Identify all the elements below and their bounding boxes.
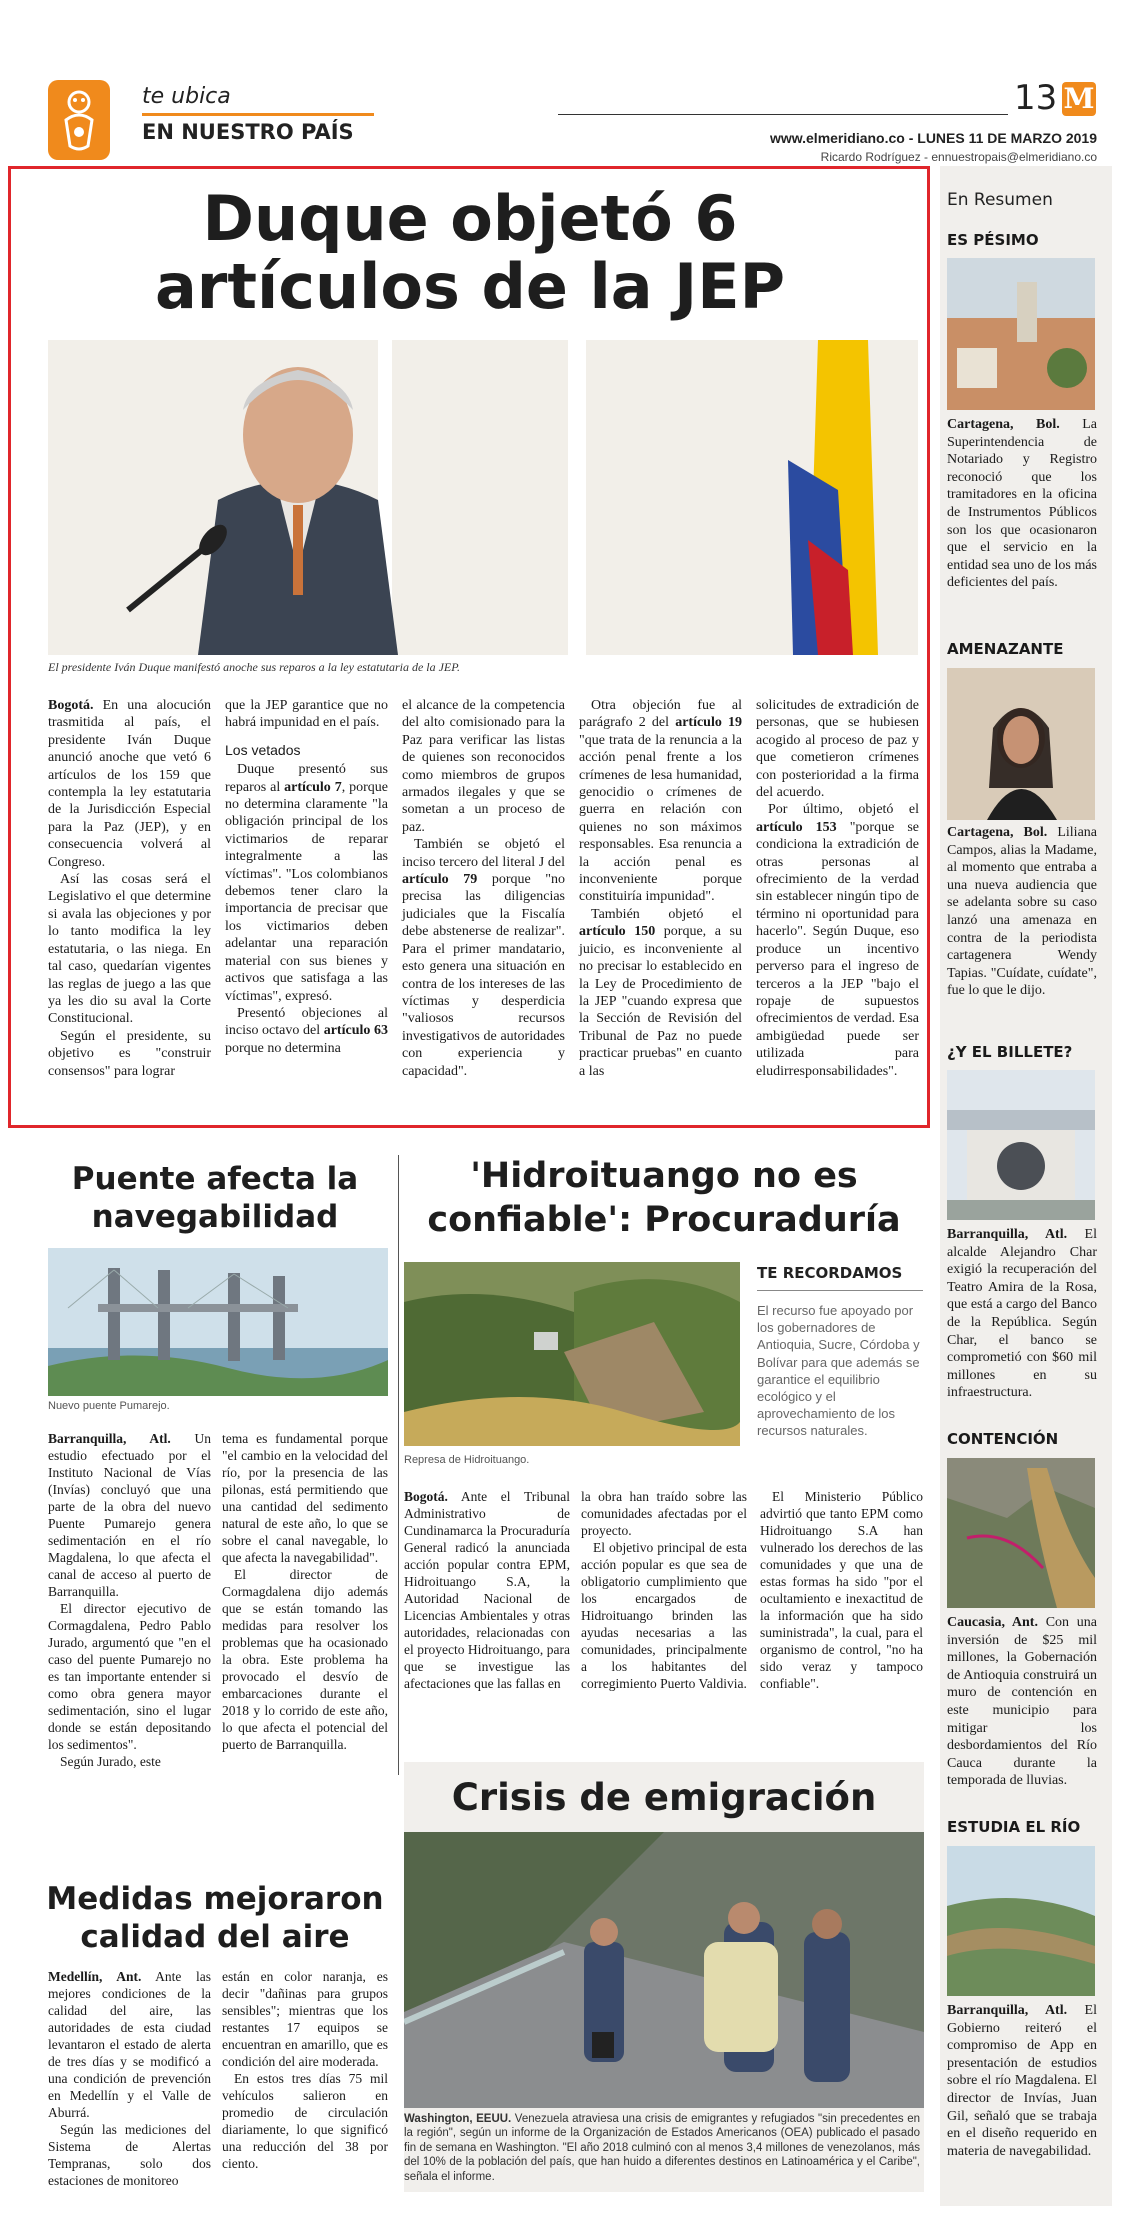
main-headline-line-2: artículos de la JEP — [154, 250, 786, 323]
hidro-col-3: El Ministerio Público advirtió que tanto EPM como Hidroituango S.A han vulnerado los derechos de las comunidades y que una de estas formas ha sido "por el ocultamiento e inexactitud de la información que ha sido suministrada", la cual, para el organismo de control, "no ha sido veraz y tampoco confiable". — [760, 1489, 923, 1691]
paragraph: Así las cosas será el Legislativo el que determine si avala las objeciones y por lo tanto modifica la ley estatutaria, o las niega. En tal caso, quedarían vigentes las reglas de juego a las que ya les dio su aval la Corte Constitucional. — [48, 872, 211, 1027]
main-col-1 — [48, 697, 211, 1080]
migrants-caption: Washington, EEUU. Venezuela atraviesa una crisis de emigrantes y refugiados "sin precedentes en la región", según un informe de la Organización de Estados Americanos (OEA) publicado el pasado fin de semana en Washington. "El año 2018 culminó con al menos 3,4 millones de venezolanos, más del 10% de la población del país, que han huido a diferentes destinos en Latinoamérica y el Caribe", señala el informe. — [404, 2113, 921, 2183]
mascot-icon — [48, 80, 110, 160]
cartagena-photo — [947, 258, 1095, 410]
column-divider — [398, 1155, 399, 1775]
sidebar-text-0: Cartagena, Bol. La Superintendencia de Notariado y Registro reconoció que los tramitadores en la oficina de Instrumentos Públicos son los que ocasionaron que el servicio en la entidad sea uno de los más deficientes del país. — [947, 417, 1098, 591]
sidebar-label-3: CONTENCIÓN — [947, 1430, 1059, 1448]
duque-photo — [48, 340, 918, 655]
main-col-3: el alcance de la competencia del alto comisionado para la Paz para verificar las listas de quienes son reconocidos como miembros de grupos armados ilegales y que se sometan a un proceso de paz. También se objetó el inciso tercero del literal J del artículo 79 porque "no precisa las diligencias judiciales que la Fiscalía debe abstenerse de realizar". Para el primer mandatario, esto genera una situación en contra de los intereses de las víctimas y desperdicia "valiosos recursos investigativos de autoridades con experiencia y capacidad". — [402, 698, 566, 1079]
paragraph: Según el presidente, su objetivo es "construir consensos" para lograr — [48, 1028, 211, 1079]
hidro-col-2: la obra han traído sobre las comunidades afectadas por el proyecto. El objetivo principal de esta acción popular es que sea de obligatorio cumplimiento que los encargados de Hidroituango brinden las ayudas necesarias a las comunidades, principalmente a los habitantes del corregimiento Puerto Valdivia. — [581, 1489, 747, 1691]
migrants-photo — [404, 1832, 924, 2108]
crisis-headline: Crisis de emigración — [451, 1776, 877, 1819]
sidebar-title: En Resumen — [947, 190, 1053, 210]
aire-col-1: Medellín, Ant. Ante las mejores condiciones de la calidad del aire, las autoridades de esta ciudad levantaron el estado de alerta de tres días y se modificó a una condición de prevención en Medellín y el Valle de Aburrá. Según las mediciones del Sistema de Alertas Tempranas, solo dos estaciones de monitoreo — [48, 1969, 211, 2188]
page-number: 13 — [1014, 78, 1058, 118]
sidebar-text-3: Caucasia, Ant. Con una inversión de $25 mil millones, la Gobernación de Antioquia construirá un muro de contención en este municipio para mitigar los desbordamientos del Río Cauca durante la temporada de lluvias. — [947, 1615, 1097, 1789]
dam-caption: Represa de Hidroituango. — [404, 1454, 530, 1466]
brand-logo: M — [1063, 82, 1095, 115]
paragraph: que la JEP garantice que no habrá impunidad en el país. — [225, 698, 388, 731]
section-kicker: te ubica — [142, 84, 231, 109]
date-line: www.elmeridiano.co - LUNES 11 DE MARZO 2019 — [769, 130, 1097, 146]
bridge-caption: Nuevo puente Pumarejo. — [48, 1400, 170, 1412]
sidebar-text-2: Barranquilla, Atl. El alcalde Alejandro Char exigió la recuperación del Teatro Amira de la Rosa, que está a cargo del Banco de la República. Según Char, el banco se comprometió con $60 mil millones en su infraestructura. — [947, 1227, 1097, 1401]
theater-photo — [947, 1070, 1095, 1220]
puente-col-1: Barranquilla, Atl. Un estudio efectuado por el Instituto Nacional de Vías (Invías) concluyó que una parte de la obra del nuevo Puente Pumarejo genera sedimentación en el río Magdalena, lo que afecta el canal de acceso al puerto de Barranquilla. El director ejecutivo de Cormagdalena, Pedro Pablo Jurado, argumentó que "en el caso del puente Pumarejo no es tan importante entender si como obra genera mayor sedimentación, sino el lugar donde se están depositando los sedimentos". Según Jurado, este — [48, 1431, 212, 1769]
sidebar-text-1: Cartagena, Bol. Liliana Campos, alias la Madame, al momento que entraba a una nueva audiencia que se adelanta sobre su caso lanzó una amenaza en contra de la periodista cartagenera Wendy Tapias. "Cuídate, cuídate", fue lo que le dijo. — [947, 825, 1097, 999]
reminder-box-rule — [757, 1290, 923, 1291]
main-col-2: que la JEP garantice que no habrá impunidad en el país. Los vetados Duque presentó sus reparos al artículo 7, porque no determina claramente "la obligación principal de los victimarios de reparar integralmente a las víctimas". "Los colombianos debemos tener claro la importancia de precisar que los victimarios deben adelantar una reparación material con sus bienes y activos que satisfaga a las víctimas", expresó. Presentó objeciones al inciso octavo del artículo 63 porque no determina — [225, 698, 388, 1056]
sidebar-text-4: Barranquilla, Atl. El Gobierno reiteró el compromiso de App en presentación de estudios sobre el río Magdalena. El director de Invías, Juan Gil, señaló que se trabaja en el diseño requerido en materia de navegabilidad. — [947, 2003, 1097, 2159]
reminder-box-title: TE RECORDAMOS — [757, 1264, 903, 1282]
sidebar-label-1: AMENAZANTE — [947, 640, 1064, 658]
main-headline — [30, 182, 910, 323]
main-photo-caption: El presidente Iván Duque manifestó anoche sus reparos a la ley estatutaria de la JEP. — [48, 660, 461, 674]
aire-headline: Medidas mejoraron calidad del aire — [46, 1881, 384, 1955]
paragraph: En una alocución trasmitida al país, el presidente Iván Duque anunció anoche que vetó 6 artículos de los 159 que contempla la ley estatutaria de la Jurisdicción Especial para la Paz (JEP), y en consecuencia volverá al Congreso. — [48, 698, 211, 870]
header-rule — [558, 114, 1008, 115]
hidro-headline: 'Hidroituango no es confiable': Procuraduría — [427, 1156, 901, 1240]
sidebar-label-4: ESTUDIA EL RÍO — [947, 1818, 1081, 1836]
main-col-5: solicitudes de extradición de personas, que se hubiesen acogido al proceso de paz y que cometieron crímenes con posterioridad a la firma del acuerdo. Por último, objetó el artículo 153 "porque se condiciona la extradición de otras personas al ofrecimiento de la verdad sin establecer ningún tipo de término ni oportunidad para hacerlo". Según Duque, eso produce un incentivo perverso para el ingreso de terceros a la JEP "bajo el ropaje de supuestos ofrecimientos de verdad. Esa ambigüedad puede ser utilizada para eludirresponsabilidades". — [756, 698, 919, 1079]
sidebar-label-0: ES PÉSIMO — [947, 231, 1039, 249]
section-logo — [48, 80, 110, 160]
dam-photo — [404, 1262, 740, 1446]
paragraph: el alcance de la competencia del alto comisionado para la Paz para verificar las listas de quienes son reconocidos como miembros de grupos armados ilegales y que se sometan a un proceso de paz. — [402, 698, 565, 835]
hidro-col-1: Bogotá. Ante el Tribunal Administrativo de Cundinamarca la Procuraduría General radicó la anunciada acción popular contra EPM, Hidroituango S.A, la Autoridad Nacional de Licencias Ambientales y otras autoridades, relacionadas con el proyecto Hidroituango, para que se investigue las afectaciones que las fallas en — [404, 1489, 570, 1691]
caucasia-photo — [947, 1458, 1095, 1608]
sidebar-label-2: ¿Y EL BILLETE? — [947, 1043, 1073, 1061]
main-headline-line-1: Duque objetó 6 — [202, 182, 738, 255]
paragraph: solicitudes de extradición de personas, que se hubiesen acogido al proceso de paz y que cometieron crímenes con posterioridad a la firma del acuerdo. — [756, 698, 919, 801]
river-photo — [947, 1846, 1095, 1996]
subheading: Los vetados — [225, 741, 301, 758]
editor-line: Ricardo Rodríguez - ennuestropais@elmeridiano.co — [820, 150, 1097, 164]
puente-col-2: tema es fundamental porque "el cambio en la velocidad del río, por la presencia de las pilonas, está permitiendo que una cantidad del sedimento natural de este año, lo que se sobre el canal navegable, lo que afecta la navegabilidad". El director de Cormagdalena dijo además que se están tomando las medidas para resolver los problemas que ha ocasionado la obra. Este problema ha provocado el desvío de embarcaciones durante el 2018 y lo corrido de este año, lo que afecta el potencial del puerto de Barranquilla. — [222, 1431, 388, 1752]
reminder-box-text: El recurso fue apoyado por los gobernadores de Antioquia, Sucre, Córdoba y Bolívar para que además se garantice el equilibrio ecológico y el aprovechamiento de los recursos naturales. — [757, 1303, 920, 1439]
puente-headline: Puente afecta la navegabilidad — [71, 1161, 359, 1235]
section-kicker-rule — [142, 113, 374, 116]
section-name: EN NUESTRO PAÍS — [142, 120, 354, 144]
bridge-photo — [48, 1248, 388, 1396]
madame-photo — [947, 668, 1095, 820]
dateline: Bogotá. — [48, 698, 94, 713]
main-col-4: Otra objeción fue al parágrafo 2 del artículo 19 "que trata de la renuncia a la acción penal frente a los crímenes de lesa humanidad, genocidio o crímenes de guerra en relación con quienes no son máximos responsables. Esa renuncia a la acción penal es inconveniente porque constituiría impunidad". También objetó el artículo 150 porque, a su juicio, es inconveniente al no precisar lo establecido en la Ley de Procedimiento de la JEP "cuando expresa que la Sección de Revisión del Tribunal de Paz no puede practicar pruebas" en cuanto a las — [579, 698, 743, 1079]
aire-col-2: están en color naranja, es decir "dañinas para grupos sensibles"; mientras que los restantes 17 equipos se encuentran en amarillo, que es condición del aire moderada. En estos tres días 75 mil vehículos salieron en promedio de circulación diariamente, lo que significó una reducción del 38 por ciento. — [222, 1969, 388, 2171]
